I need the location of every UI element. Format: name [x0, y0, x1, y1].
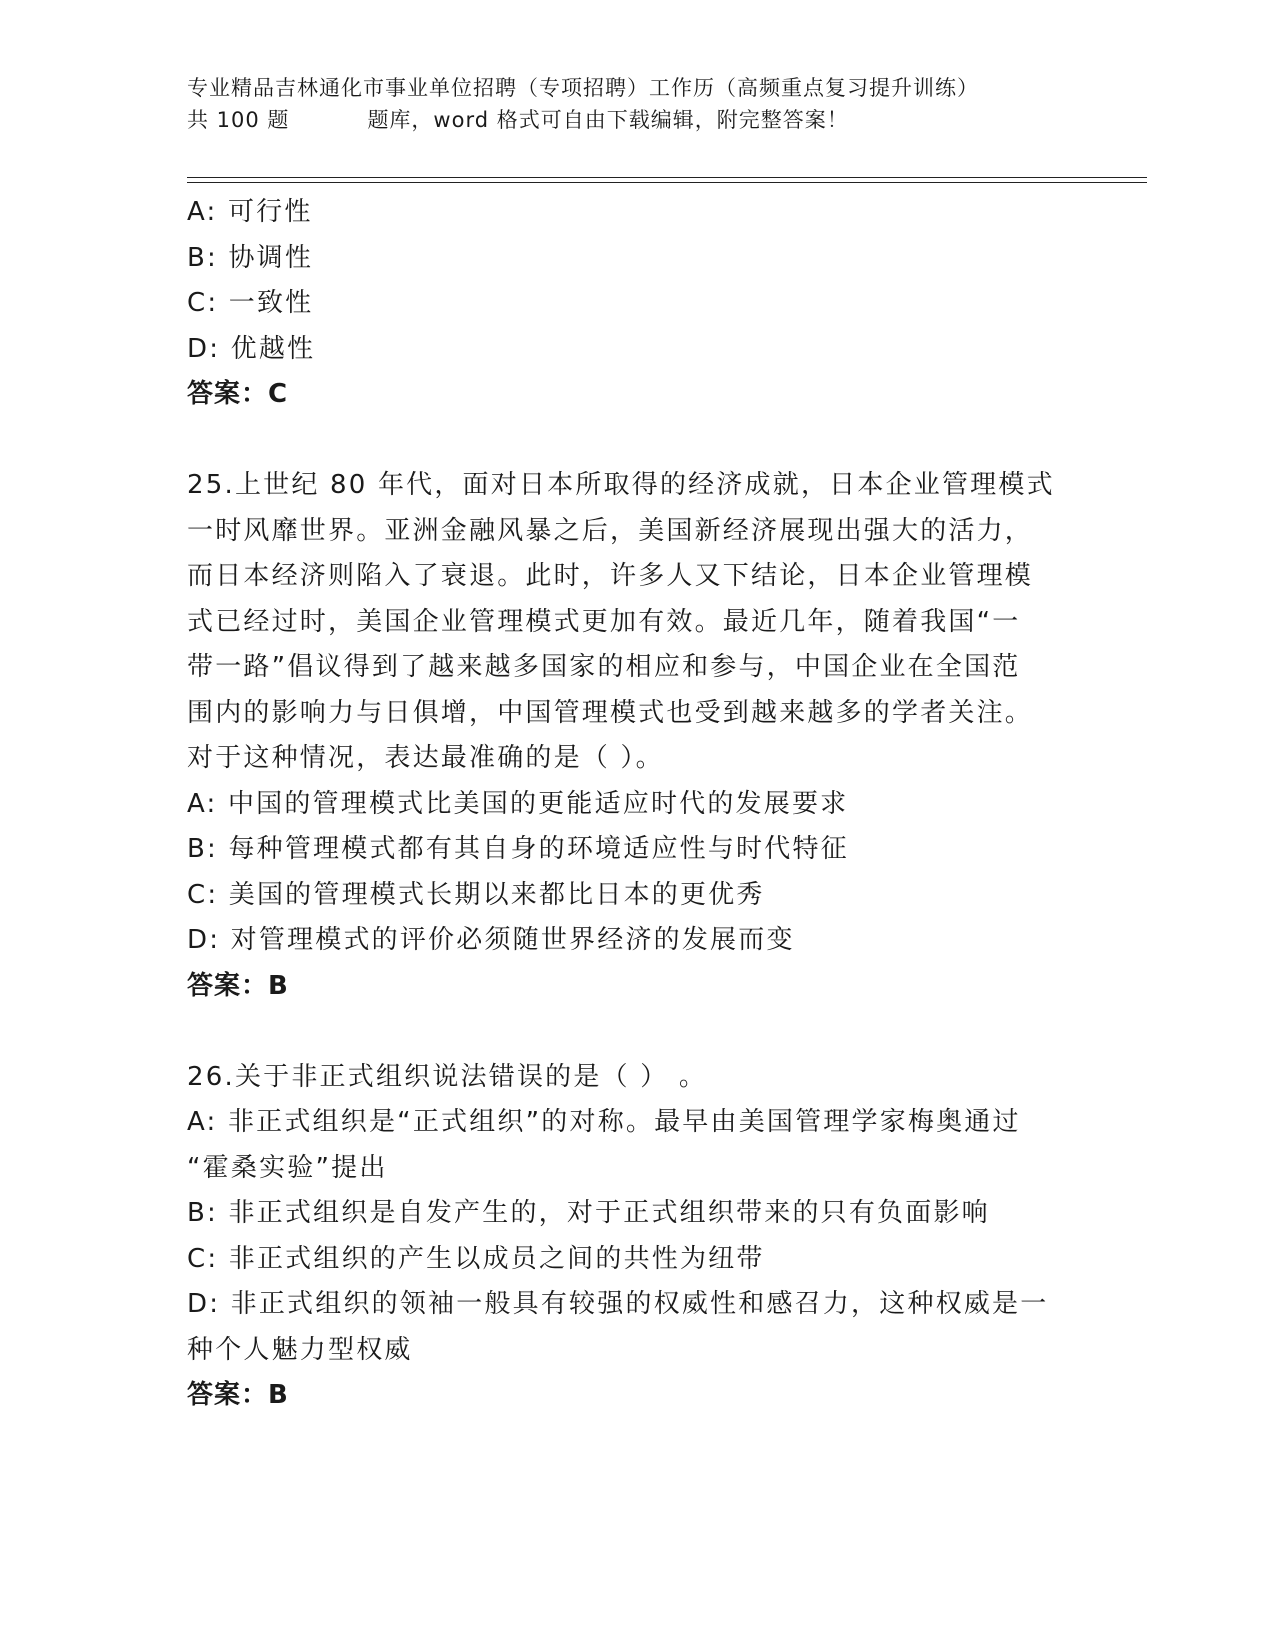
- option-a: A: 可行性: [187, 197, 313, 227]
- option-d: D: 非正式组织的领袖一般具有较强的权威性和感召力，这种权威是一: [187, 1289, 1049, 1319]
- header-divider-top: [187, 177, 1147, 178]
- answer: 答案：C: [187, 379, 289, 409]
- option-b: B: 每种管理模式都有其自身的环境适应性与时代特征: [187, 834, 849, 864]
- option-d-continued: 种个人魅力型权威: [187, 1334, 413, 1365]
- header-divider-bottom: [187, 182, 1147, 183]
- option-c: C: 非正式组织的产生以成员之间的共性为纽带: [187, 1243, 765, 1274]
- answer: 答案：B: [187, 1380, 289, 1410]
- page-header: [187, 72, 1147, 136]
- option-b: B: 协调性: [187, 242, 314, 273]
- question-stem-line: 26.关于非正式组织说法错误的是（ ） 。: [187, 1061, 708, 1092]
- question-stem-line: 对于这种情况，表达最准确的是（ ）。: [187, 743, 664, 773]
- option-d: D: 对管理模式的评价必须随世界经济的发展而变: [187, 925, 795, 955]
- answer: 答案：B: [187, 970, 289, 1001]
- header-description: 题库，word 格式可自由下载编辑，附完整答案！: [367, 108, 849, 132]
- question-stem-line: 25.上世纪 80 年代，面对日本所取得的经济成就，日本企业管理模式: [187, 470, 1055, 500]
- option-a: A: 非正式组织是“正式组织”的对称。最早由美国管理学家梅奥通过: [187, 1107, 1021, 1137]
- question-25: [187, 463, 1087, 1009]
- question-stem-line: 带一路”倡议得到了越来越多国家的相应和参与，中国企业在全国范: [187, 652, 1021, 682]
- option-a-continued: “霍桑实验”提出: [187, 1152, 388, 1183]
- header-question-count: 共 100 题: [187, 108, 290, 132]
- document-body: [187, 190, 1087, 1419]
- question-stem-line: 围内的影响力与日俱增，中国管理模式也受到越来越多的学者关注。: [187, 697, 1034, 728]
- header-title-line1: 专业精品吉林通化市事业单位招聘（专项招聘）工作历（高频重点复习提升训练）: [187, 76, 979, 100]
- question-26: [187, 1055, 1087, 1419]
- question-stem-line: 一时风靡世界。亚洲金融风暴之后，美国新经济展现出强大的活力，: [187, 515, 1034, 546]
- option-c: C: 美国的管理模式长期以来都比日本的更优秀: [187, 879, 765, 910]
- option-a: A: 中国的管理模式比美国的更能适应时代的发展要求: [187, 788, 849, 819]
- option-c: C: 一致性: [187, 288, 314, 318]
- question-prev: [187, 190, 1087, 418]
- option-d: D: 优越性: [187, 333, 316, 364]
- question-stem-line: 而日本经济则陷入了衰退。此时，许多人又下结论，日本企业管理模: [187, 561, 1034, 591]
- option-b: B: 非正式组织是自发产生的，对于正式组织带来的只有负面影响: [187, 1198, 990, 1228]
- question-stem-line: 式已经过时，美国企业管理模式更加有效。最近几年，随着我国“一: [187, 606, 1021, 637]
- header-title-line2: [187, 104, 1147, 136]
